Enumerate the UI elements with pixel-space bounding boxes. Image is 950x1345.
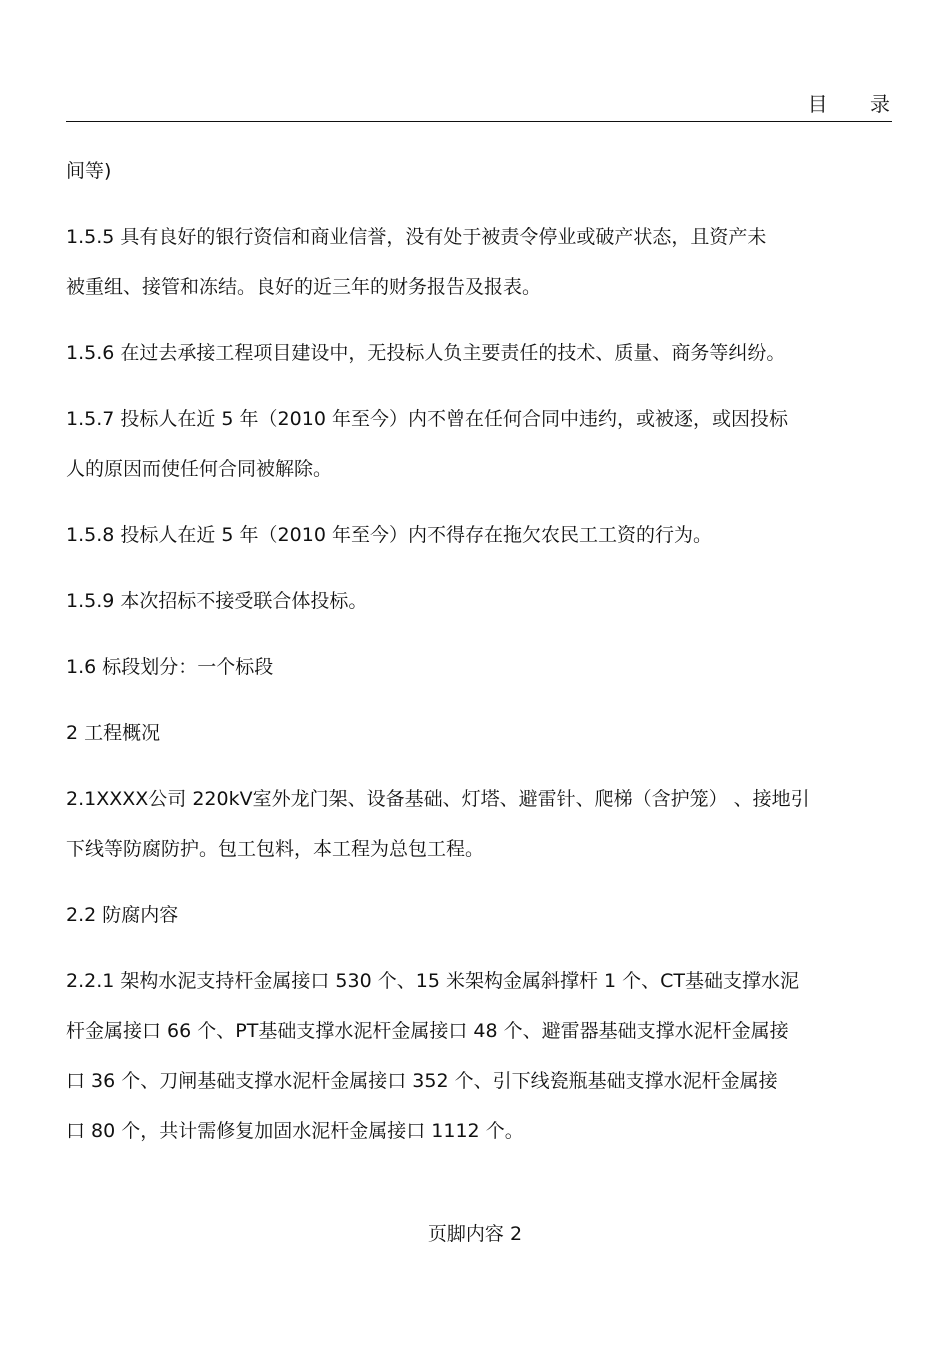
text-line: 人的原因而使任何合同被解除。 (66, 458, 333, 480)
text-line: 被重组、接管和冻结。良好的近三年的财务报告及报表。 (66, 276, 542, 298)
text-line: 下线等防腐防护。包工包料，本工程为总包工程。 (66, 838, 485, 860)
text-line: 1.5.9 本次招标不接受联合体投标。 (66, 590, 368, 612)
paragraph (66, 394, 892, 494)
paragraph (66, 890, 892, 940)
text-line: 口 80 个，共计需修复加固水泥杆金属接口 1112 个。 (66, 1120, 524, 1142)
paragraph (66, 146, 892, 196)
page-footer: 页脚内容 2 (427, 1223, 523, 1245)
text-line: 2 工程概况 (66, 722, 161, 744)
paragraph (66, 774, 892, 874)
paragraph (66, 642, 892, 692)
paragraph (66, 510, 892, 560)
paragraph (66, 956, 892, 1156)
text-line: 1.6 标段划分：一个标段 (66, 656, 274, 678)
text-line: 杆金属接口 66 个、PT基础支撑水泥杆金属接口 48 个、避雷器基础支撑水泥杆金属接 (66, 1020, 789, 1042)
paragraph (66, 212, 892, 312)
text-line: 口 36 个、刀闸基础支撑水泥杆金属接口 352 个、引下线瓷瓶基础支撑水泥杆金属接 (66, 1070, 778, 1092)
document-body (66, 146, 892, 1172)
header-rule (66, 121, 892, 122)
text-line: 1.5.5 具有良好的银行资信和商业信誉，没有处于被责令停业或破产状态，且资产未 (66, 226, 767, 248)
text-line: 1.5.7 投标人在近 5 年（2010 年至今）内不曾在任何合同中违约，或被逐，或因投标 (66, 408, 788, 430)
text-line: 1.5.8 投标人在近 5 年（2010 年至今）内不得存在拖欠农民工工资的行为。 (66, 524, 712, 546)
text-line: 2.2.1 架构水泥支持杆金属接口 530 个、15 米架构金属斜撑杆 1 个、CT基础支撑水泥 (66, 970, 799, 992)
text-line: 间等) (66, 160, 112, 182)
text-line: 1.5.6 在过去承接工程项目建设中，无投标人负主要责任的技术、质量、商务等纠纷。 (66, 342, 786, 364)
text-line: 2.1XXXX公司 220kV室外龙门架、设备基础、灯塔、避雷针、爬梯（含护笼） 、接地引 (66, 788, 810, 810)
paragraph (66, 708, 892, 758)
header-title: 目 录 (807, 92, 908, 116)
text-line: 2.2 防腐内容 (66, 904, 179, 926)
paragraph (66, 576, 892, 626)
paragraph (66, 328, 892, 378)
